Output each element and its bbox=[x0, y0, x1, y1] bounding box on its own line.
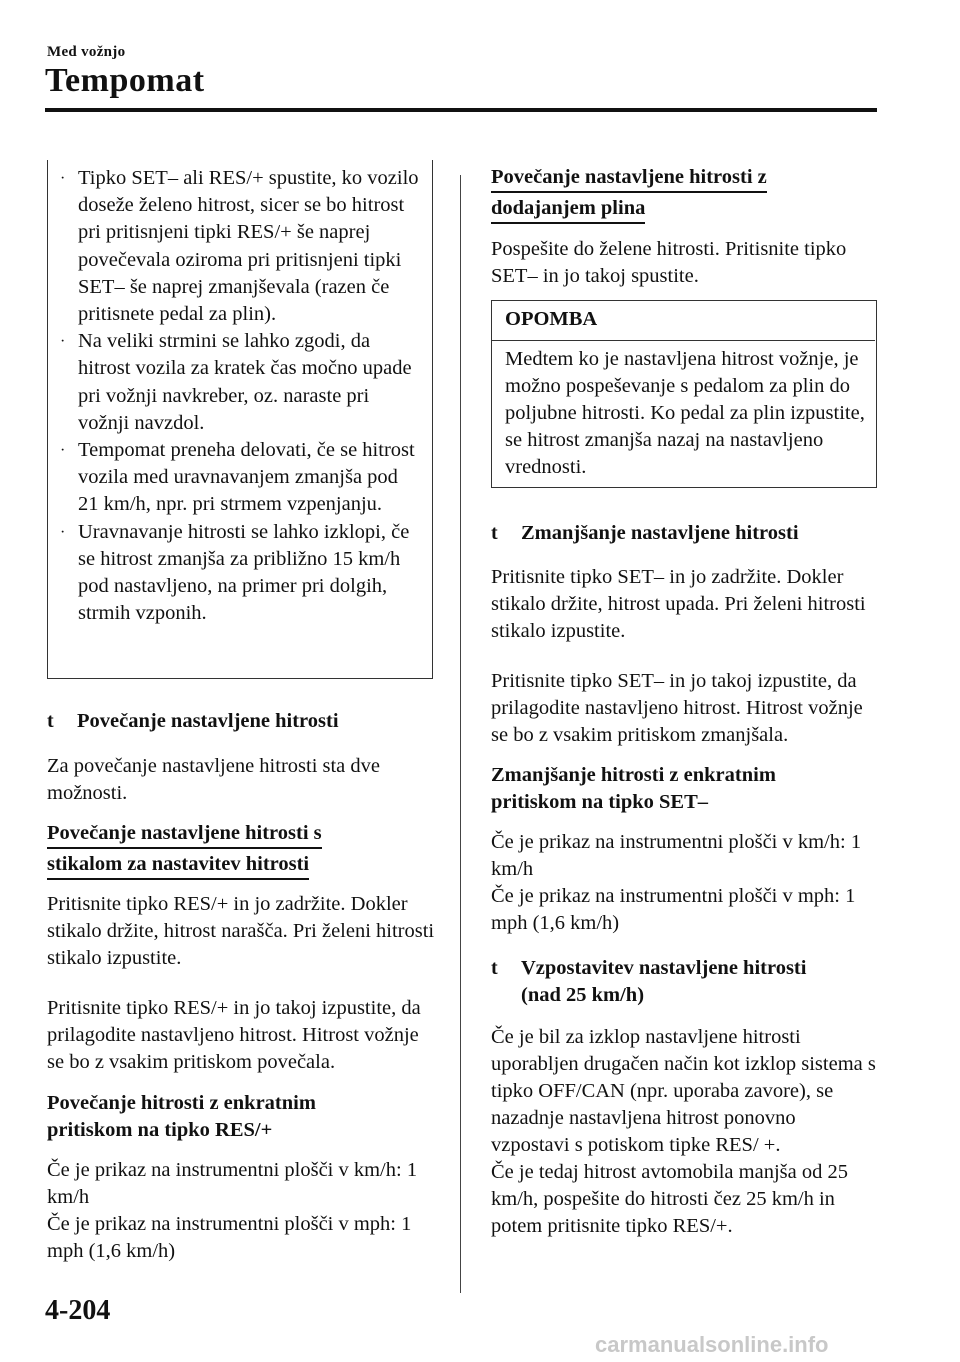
page-number: 4-204 bbox=[45, 1295, 111, 1326]
header-rule bbox=[45, 108, 877, 112]
paragraph: Pospešite do želene hitrosti. Pritisnite tipko SET– in jo takoj spustite. bbox=[491, 238, 847, 287]
paragraph: Pritisnite tipko SET– in jo zadržite. Dokler stikalo držite, hitrost upada. Pri želeni hitrosti stikalo izpustite. bbox=[491, 566, 866, 642]
section-heading-restore bbox=[491, 955, 877, 1009]
subheading-single-press bbox=[47, 1090, 435, 1144]
caution-bullet-text: Na veliki strmini se lahko zgodi, da hitrost vozila za kratek čas močno upade pri vožnji navkreber, oz. naraste pri vožnji navzdol. bbox=[78, 330, 412, 434]
paragraph: Pritisnite tipko RES/+ in jo takoj izpustite, da prilagodite nastavljeno hitrost. Hitrost vožnje se bo z vsakim pritiskom povečala. bbox=[47, 997, 421, 1073]
subheading-line: pritiskom na tipko SET– bbox=[491, 791, 709, 813]
paragraph: Za povečanje nastavljene hitrosti sta dve možnosti. bbox=[47, 755, 381, 804]
paragraph: Če je bil za izklop nastavljene hitrosti uporabljen drugačen način kot izklop sistema s tipko OFF/CAN (npr. uporaba zavore), se nazadnje nastavljena hitrost ponovno vzpostavi s potiskom tipke RES/ +. bbox=[491, 1026, 876, 1156]
bullet-icon: · bbox=[60, 442, 66, 460]
section-arrow-icon: t bbox=[491, 522, 498, 544]
caution-bullet bbox=[60, 437, 420, 519]
right-column-top bbox=[491, 164, 877, 290]
caution-bullet-text: Tipko SET– ali RES/+ spustite, ko vozilo doseže želeno hitrost, sicer se bo hitrost pri pritisnjeni tipki RES/+ še naprej povečevala oziroma pri pritisnjeni tipki SET– še naprej zmanjševala (razen če pritisnete pedal za plin). bbox=[78, 167, 419, 326]
paragraph: Če je prikaz na instrumentni plošči v mph: 1 mph (1,6 km/h) bbox=[491, 885, 856, 934]
subheading-line: Povečanje nastavljene hitrosti z bbox=[491, 164, 767, 193]
section-heading-text bbox=[521, 955, 806, 1009]
bullet-icon: · bbox=[60, 523, 66, 541]
subheading-switch bbox=[47, 820, 435, 880]
subheading-dec-single bbox=[491, 762, 877, 816]
bullet-icon: · bbox=[60, 333, 66, 351]
paragraph: Če je prikaz na instrumentni plošči v mph: 1 mph (1,6 km/h) bbox=[47, 1213, 412, 1262]
column-divider bbox=[460, 175, 461, 1293]
chapter-label: Med vožnjo bbox=[47, 44, 126, 60]
paragraph: Če je prikaz na instrumentni plošči v km/h: 1 km/h bbox=[491, 831, 862, 880]
section-heading-text: Zmanjšanje nastavljene hitrosti bbox=[521, 522, 799, 544]
subheading-line: pritiskom na tipko RES/+ bbox=[47, 1119, 273, 1141]
caution-bullet-text: Uravnavanje hitrosti se lahko izklopi, če se hitrost zmanjša za približno 15 km/h pod nastavljeno, na primer pri dolgih, strmih vzponih. bbox=[78, 520, 410, 625]
watermark: carmanualsonline.info bbox=[595, 1332, 829, 1357]
page-title: Tempomat bbox=[45, 62, 205, 99]
paragraph: Pritisnite tipko RES/+ in jo zadržite. Dokler stikalo držite, hitrost narašča. Pri želeni hitrosti stikalo izpustite. bbox=[47, 893, 435, 969]
left-column bbox=[47, 708, 435, 1265]
heading-line: (nad 25 km/h) bbox=[521, 984, 645, 1006]
subheading-line: dodajanjem plina bbox=[491, 195, 645, 224]
caution-bullet-text: Tempomat preneha delovati, če se hitrost vozila med uravnavanjem zmanjša pod 21 km/h, npr. pri strmem vzpenjanju. bbox=[78, 439, 415, 516]
paragraph: Pritisnite tipko SET– in jo takoj izpustite, da prilagodite nastavljeno hitrost. Hitrost vožnje se bo z vsakim pritiskom zmanjšala. bbox=[491, 670, 863, 746]
heading-line: Vzpostavitev nastavljene hitrosti bbox=[521, 957, 807, 979]
section-heading-decrease bbox=[491, 520, 877, 547]
section-arrow-icon: t bbox=[491, 957, 498, 979]
section-heading-increase bbox=[47, 708, 435, 735]
right-column-bottom bbox=[491, 520, 877, 1240]
subheading-accel bbox=[491, 164, 877, 224]
subheading-line: Povečanje nastavljene hitrosti s bbox=[47, 820, 322, 849]
note-title: OPOMBA bbox=[505, 308, 598, 330]
caution-bullet bbox=[60, 165, 420, 328]
bullet-icon: · bbox=[60, 170, 66, 187]
note-text: Medtem ko je nastavljena hitrost vožnje, je možno pospeševanje s pedalom za plin do poljubne hitrosti. Ko pedal za plin izpustite, se hitrost zmanjša nazaj na nastavljeno vrednosti. bbox=[505, 348, 865, 478]
subheading-line: Povečanje hitrosti z enkratnim bbox=[47, 1092, 316, 1114]
note-header bbox=[491, 300, 875, 341]
section-arrow-icon: t bbox=[47, 710, 54, 732]
caution-bullet bbox=[60, 328, 420, 437]
paragraph: Če je prikaz na instrumentni plošči v km/h: 1 km/h bbox=[47, 1159, 418, 1208]
section-heading-text: Povečanje nastavljene hitrosti bbox=[77, 710, 339, 732]
subheading-line: stikalom za nastavitev hitrosti bbox=[47, 851, 309, 880]
subheading-line: Zmanjšanje hitrosti z enkratnim bbox=[491, 764, 776, 786]
paragraph: Če je tedaj hitrost avtomobila manjša od 25 km/h, pospešite do hitrosti čez 25 km/h in potem pritisnite tipko RES/+. bbox=[491, 1161, 848, 1237]
caution-bullet bbox=[60, 519, 420, 628]
caution-bullet-list bbox=[60, 165, 420, 627]
